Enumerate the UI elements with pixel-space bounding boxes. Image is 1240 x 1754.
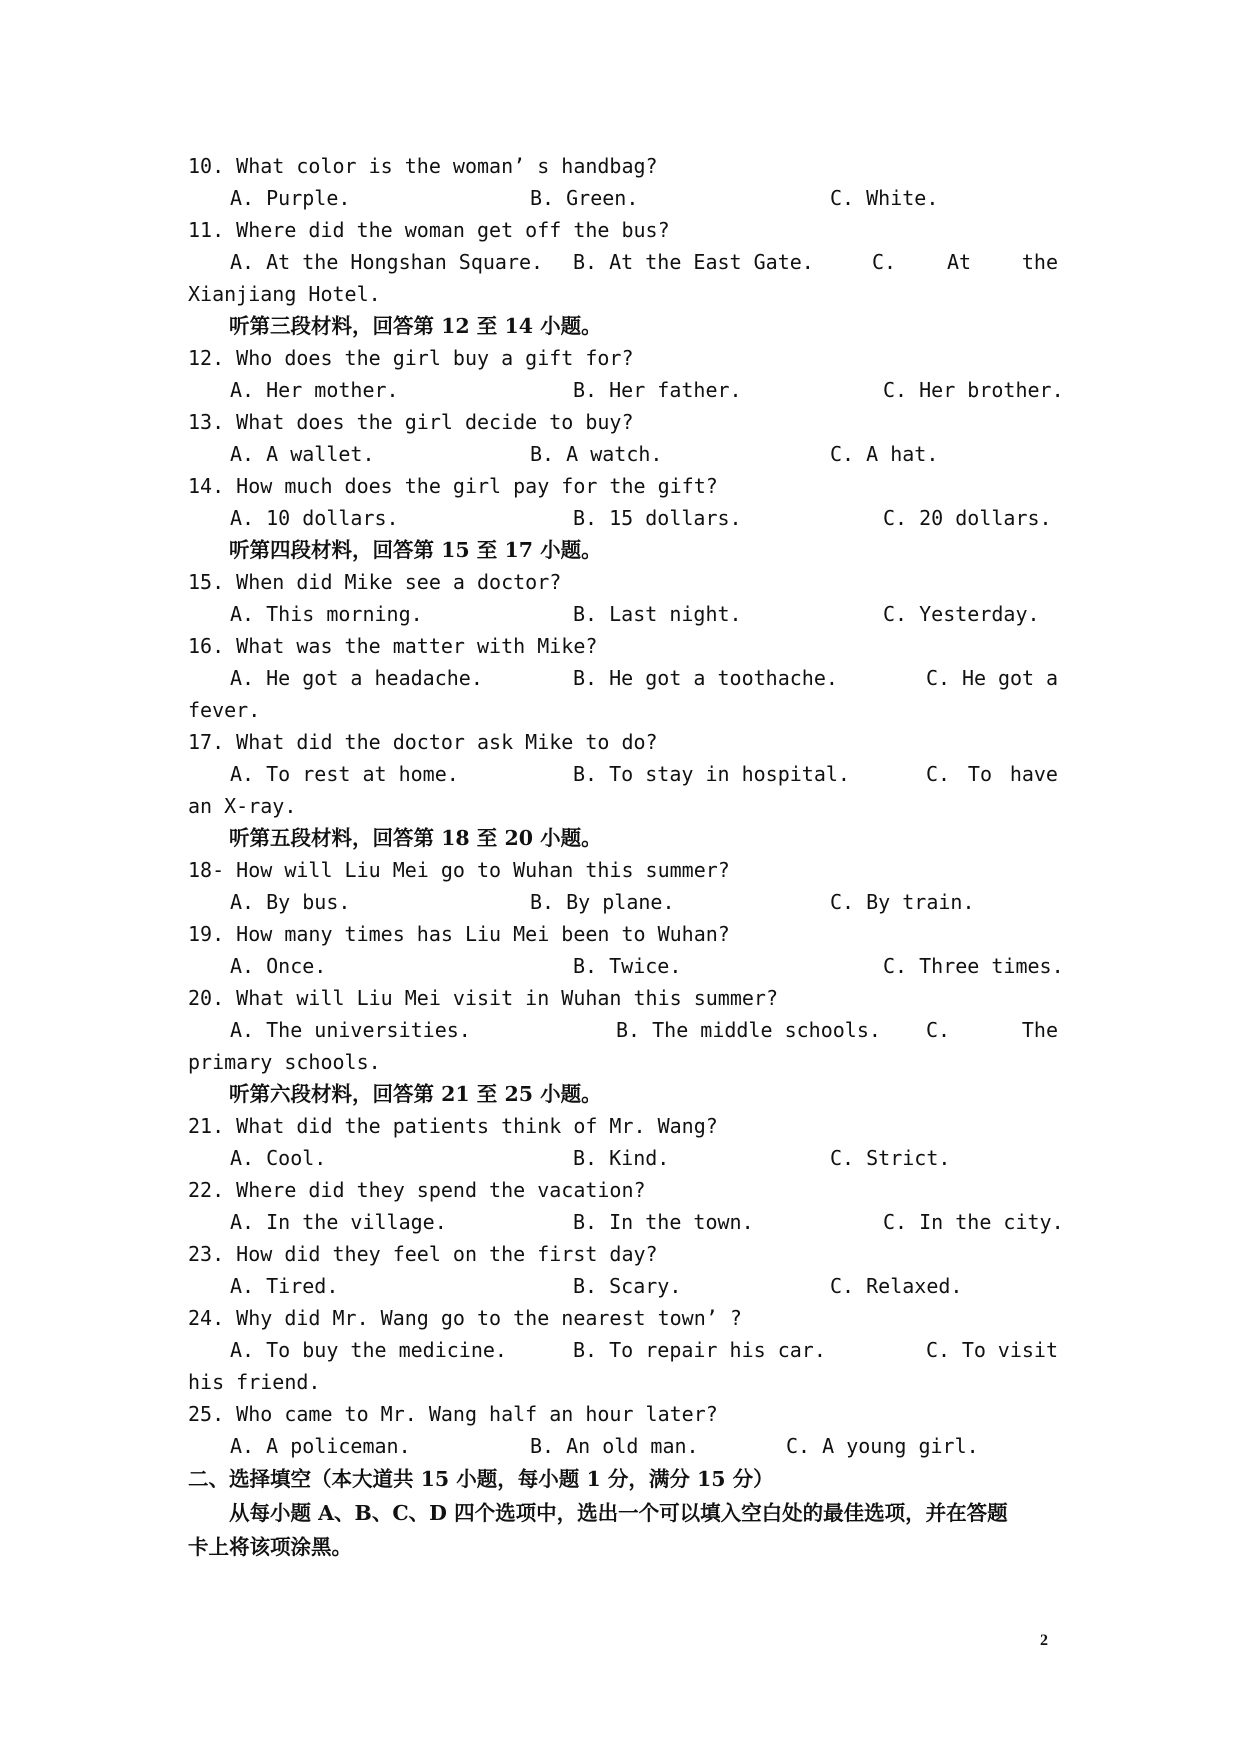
question-10: 10. What color is the woman’ s handbag?: [188, 154, 658, 178]
option-c: C. He got a: [926, 666, 1058, 690]
option-b: B. A watch.: [530, 442, 663, 466]
option-c-continuation: fever.: [188, 698, 261, 722]
question-22: 22. Where did they spend the vacation?: [188, 1178, 646, 1202]
option-a: A. 10 dollars.: [230, 506, 399, 530]
option-c: C. White.: [830, 186, 939, 210]
part2-title: 二、选择填空（本大道共 15 小题，每小题 1 分，满分 15 分）: [188, 1467, 774, 1491]
option-a: A. A wallet.: [230, 442, 375, 466]
option-c-continuation: an X-ray.: [188, 794, 297, 818]
option-c: C. In the city.: [883, 1210, 1064, 1234]
option-c-continuation: Xianjiang Hotel.: [188, 282, 381, 306]
option-c: C. Strict.: [830, 1146, 951, 1170]
option-a: A. To buy the medicine.: [230, 1338, 507, 1362]
option-b: B. In the town.: [573, 1210, 754, 1234]
option-a: A. Her mother.: [230, 378, 399, 402]
part2-instructions-line1: 从每小题 A、B、C、D 四个选项中，选出一个可以填入空白处的最佳选项，并在答题: [229, 1501, 1008, 1525]
option-c: C. Her brother.: [883, 378, 1064, 402]
option-b: B. To repair his car.: [573, 1338, 826, 1362]
option-b: B. At the East Gate.: [573, 250, 814, 274]
option-a: A. At the Hongshan Square.: [230, 250, 544, 274]
question-25: 25. Who came to Mr. Wang half an hour later?: [188, 1402, 718, 1426]
option-a: A. By bus.: [230, 890, 351, 914]
option-c: C. At the: [872, 250, 1058, 274]
option-a: A. Once.: [230, 954, 327, 978]
option-b: B. Scary.: [573, 1274, 682, 1298]
option-b: B. Twice.: [573, 954, 682, 978]
section-heading-5: 听第五段材料，回答第 18 至 20 小题。: [229, 826, 602, 850]
option-c: C. The: [926, 1018, 1058, 1042]
option-b: B. He got a toothache.: [573, 666, 838, 690]
option-a: A. In the village.: [230, 1210, 447, 1234]
question-19: 19. How many times has Liu Mei been to Wuhan?: [188, 922, 730, 946]
option-b: B. To stay in hospital.: [573, 762, 850, 786]
option-c: C. 20 dollars.: [883, 506, 1052, 530]
option-c: C. Three times.: [883, 954, 1064, 978]
question-15: 15. When did Mike see a doctor?: [188, 570, 562, 594]
part2-instructions-line2: 卡上将该项涂黑。: [188, 1535, 352, 1559]
option-c-continuation: his friend.: [188, 1370, 321, 1394]
option-a: A. He got a headache.: [230, 666, 483, 690]
page-number: 2: [1040, 1632, 1048, 1649]
question-12: 12. Who does the girl buy a gift for?: [188, 346, 634, 370]
option-a: A. Purple.: [230, 186, 351, 210]
question-21: 21. What did the patients think of Mr. Wang?: [188, 1114, 718, 1138]
question-23: 23. How did they feel on the first day?: [188, 1242, 658, 1266]
option-b: B. An old man.: [530, 1434, 699, 1458]
option-c: C. To visit: [926, 1338, 1058, 1362]
option-c: C. A hat.: [830, 442, 939, 466]
section-heading-6: 听第六段材料，回答第 21 至 25 小题。: [229, 1082, 602, 1106]
option-a: A. Cool.: [230, 1146, 327, 1170]
question-13: 13. What does the girl decide to buy?: [188, 410, 634, 434]
question-24: 24. Why did Mr. Wang go to the nearest town’ ?: [188, 1306, 742, 1330]
option-a: A. To rest at home.: [230, 762, 459, 786]
option-b: B. By plane.: [530, 890, 675, 914]
option-c-continuation: primary schools.: [188, 1050, 381, 1074]
question-16: 16. What was the matter with Mike?: [188, 634, 598, 658]
option-a: A. A policeman.: [230, 1434, 411, 1458]
section-heading-3: 听第三段材料，回答第 12 至 14 小题。: [229, 314, 602, 338]
option-a: A. This morning.: [230, 602, 423, 626]
option-a: A. Tired.: [230, 1274, 339, 1298]
option-c: C. Relaxed.: [830, 1274, 963, 1298]
question-11: 11. Where did the woman get off the bus?: [188, 218, 670, 242]
option-c: C. A young girl.: [786, 1434, 979, 1458]
option-b: B. Green.: [530, 186, 639, 210]
option-c: C. By train.: [830, 890, 975, 914]
option-b: B. 15 dollars.: [573, 506, 742, 530]
question-20: 20. What will Liu Mei visit in Wuhan this summer?: [188, 986, 779, 1010]
question-17: 17. What did the doctor ask Mike to do?: [188, 730, 658, 754]
option-b: B. Kind.: [573, 1146, 670, 1170]
option-a: A. The universities.: [230, 1018, 471, 1042]
option-b: B. Last night.: [573, 602, 742, 626]
option-c: C. Yesterday.: [883, 602, 1040, 626]
question-18: 18- How will Liu Mei go to Wuhan this summer?: [188, 858, 730, 882]
option-c: C. To have: [926, 762, 1058, 786]
section-heading-4: 听第四段材料，回答第 15 至 17 小题。: [229, 538, 602, 562]
question-14: 14. How much does the girl pay for the gift?: [188, 474, 718, 498]
option-b: B. The middle schools.: [616, 1018, 881, 1042]
option-b: B. Her father.: [573, 378, 742, 402]
